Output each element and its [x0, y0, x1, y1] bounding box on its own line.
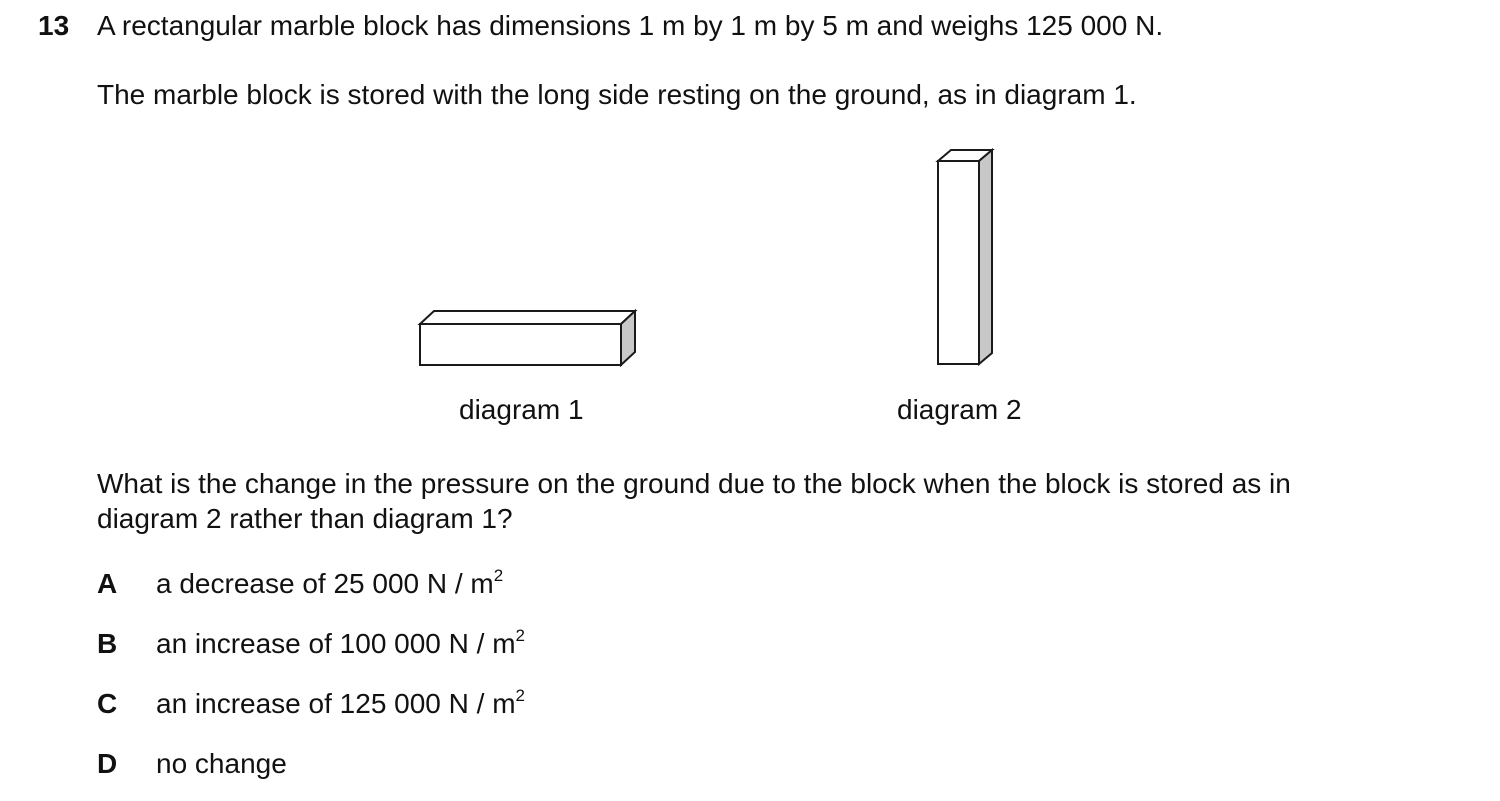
diagram-1-horizontal-block — [410, 300, 650, 375]
option-b-letter: B — [97, 628, 118, 659]
block-2-front-face — [938, 161, 979, 364]
option-a-letter: A — [97, 568, 118, 599]
option-b-text: an increase of 100 000 N / $m^2$ — [156, 626, 526, 659]
question-stem-line-1: A rectangular marble block has dimensions 1 m by 1 m by 5 m and weighs 125 000 N. — [97, 10, 1164, 41]
question-prompt-line-2: diagram 2 rather than diagram 1? — [97, 503, 513, 534]
option-d-letter: D — [97, 748, 118, 779]
question-number: 13 — [38, 10, 70, 41]
option-c-text: an increase of 125 000 N / $m^2$ — [156, 686, 526, 719]
option-d-text: no change — [156, 748, 287, 779]
question-prompt-line-1: What is the change in the pressure on the ground due to the block when the block is stored as in — [97, 468, 1291, 499]
diagram-2-vertical-block — [930, 140, 1000, 375]
block-1-front-face — [420, 324, 621, 365]
question-stem-line-2: The marble block is stored with the long side resting on the ground, as in diagram 1. — [97, 79, 1137, 110]
block-2-side-face — [979, 150, 992, 364]
option-a-text: a decrease of 25 000 N / $m^2$ — [156, 566, 504, 599]
diagram-1-caption: diagram 1 — [459, 394, 584, 425]
diagram-2-caption: diagram 2 — [897, 394, 1022, 425]
option-c-letter: C — [97, 688, 118, 719]
block-1-top-face — [420, 311, 635, 324]
